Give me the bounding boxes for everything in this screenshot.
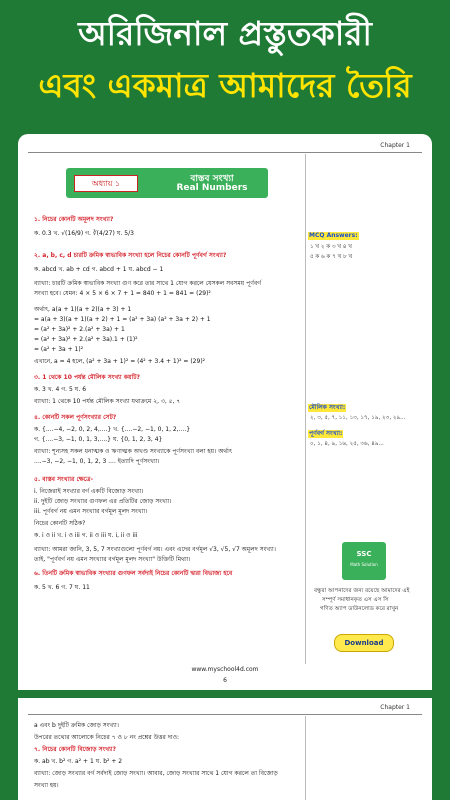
answer-text: ....−3, −2, −1, 0, 1, 2, 3 .... ইত্যাদি পূর্ণসংখ্যা। bbox=[34, 458, 160, 465]
answer-text: ব্যাখ্যা: জোড় সংখ্যার বর্গ সর্বদাই জোড় সংখ্যা। আবার, জোড় সংখ্যার সাথে 1 যোগ করলে তা বিজোড় bbox=[34, 770, 278, 777]
chapter-label: Chapter 1 bbox=[380, 142, 410, 149]
answer-text: অর্থাৎ, a(a + 1)(a + 2)(a + 3) + 1 bbox=[34, 306, 132, 313]
answer-text: তাই, "পূর্ণবর্গ নয় এমন সংখ্যার বর্গমূল মূলদ সংখ্যা" উক্তিটি মিথ্যা। bbox=[34, 556, 191, 563]
question-text: ৬. তিনটি ক্রমিক স্বাভাবিক সংখ্যার গুণফল সর্বদাই নিচের কোনটি দ্বারা বিভাজ্য হবে bbox=[34, 570, 233, 577]
answer-text: ক. 3 খ. 4 গ. 5 ঘ. 6 bbox=[34, 386, 87, 393]
footer-site: www.myschool4d.com bbox=[191, 666, 259, 673]
answer-text: ক. 5 খ. 6 গ. 7 ঘ. 11 bbox=[34, 584, 90, 591]
square-list: ০, ১, ৪, ৯, ১৬, ২৫, ৩৬, ৪৯... bbox=[310, 441, 384, 447]
download-button[interactable]: Download bbox=[334, 634, 394, 652]
question-text: ৩. 1 থেকে 10 পর্যন্ত মৌলিক সংখ্যা কয়টি? bbox=[34, 374, 140, 381]
answer-text: = a(a + 3)(a + 1)(a + 2) + 1 = (a² + 3a) (a² + 3a + 2) + 1 bbox=[34, 316, 211, 323]
mcq-answers-row: ৫ ক ৬ ক ৭ খ ৮ খ bbox=[310, 254, 353, 260]
document-page-1 bbox=[18, 134, 432, 694]
answer-text: ব্যাখ্যা: আমরা জানি, 3, 5, 7 সংখ্যাগুলো পূর্ণবর্গ নয়। এবং এদের বর্গমূল √3, √5, √7 অমূলদ সংখ্যা। bbox=[34, 546, 276, 553]
chapter-label: Chapter 1 bbox=[380, 704, 410, 711]
promo-header bbox=[0, 0, 450, 128]
answer-text: ক. {....−4, −2, 0, 2, 4,....} খ. {....−2, −1, 0, 1, 2,....} bbox=[34, 426, 191, 433]
chapter-title-en: Real Numbers bbox=[176, 183, 248, 193]
answer-text: নিচের কোনটি সঠিক? bbox=[34, 520, 86, 527]
answer-text: = (a² + 3a)² + 2.(a² + 3a).1 + (1)² bbox=[34, 336, 138, 343]
answer-text: iii. পূর্ণবর্গ নয় এমন সংখ্যার বর্গমূল মূলদ সংখ্যা। bbox=[34, 508, 148, 515]
answer-text: ব্যাখ্যা: 1 থেকে 10 পর্যন্ত মৌলিক সংখ্যা যথাক্রমে ২, ৩, ৫, ৭ bbox=[34, 398, 181, 405]
answer-text: a এবং b দুইটি ক্রমিক জোড় সংখ্যা। bbox=[34, 722, 119, 729]
chapter-title-bn: বাস্তব সংখ্যা bbox=[190, 174, 234, 184]
answer-text: ব্যাখ্যা: শূন্যসহ সকল ধনাত্মক ও ঋণাত্মক অখণ্ড সংখ্যাকে পূর্ণসংখ্যা বলা হয়। অর্থাৎ bbox=[34, 448, 233, 455]
prime-heading: মৌলিক সংখ্যা: bbox=[309, 404, 346, 411]
sidebar-column bbox=[308, 154, 422, 664]
chapter-box: অধ্যায় ১ bbox=[74, 175, 138, 192]
ad-text: সম্পূর্ণ সমাধানকৃত এস এস সি bbox=[322, 597, 389, 603]
promo-headline-line1: অরিজিনাল প্রস্তুতকারী bbox=[78, 14, 372, 53]
chapter-banner bbox=[66, 168, 268, 198]
answer-text: সংখ্যা হবে। যেমন: 4 × 5 × 6 × 7 + 1 = 840 + 1 = 841 = (29)² bbox=[34, 290, 211, 297]
square-heading: পূর্ণবর্গ সংখ্যা: bbox=[309, 430, 343, 437]
page-number: 6 bbox=[223, 677, 227, 684]
ssc-app-badge bbox=[342, 542, 386, 580]
question-text: ৭. নিচের কোনটি বিজোড় সংখ্যা? bbox=[34, 746, 117, 753]
answer-text: ক. abcd খ. ab + cd গ. abcd + 1 ঘ. abcd − 1 bbox=[34, 266, 164, 273]
ad-text: গণিত অ্যাপ ডাউনলোড করে রাখুন bbox=[320, 606, 399, 612]
answer-text: ক. 0.3 খ. √(16/9) গ. ∛(4/27) ঘ. 5/3 bbox=[34, 230, 134, 237]
answer-text: এখানে, a = 4 হলে, (a² + 3a + 1)² = (4² + 3.4 + 1)² = (29)² bbox=[34, 358, 206, 365]
main-column bbox=[28, 154, 306, 664]
document-preview[interactable] bbox=[18, 134, 432, 800]
answer-text: = (a² + 3a + 1)² bbox=[34, 346, 84, 353]
answer-text: = (a² + 3a)² + 2.(a² + 3a) + 1 bbox=[34, 326, 125, 333]
question-text: ১. নিচের কোনটি অমূলদ সংখ্যা? bbox=[34, 216, 114, 223]
question-text: ৫. বাস্তব সংখ্যার ক্ষেত্রে- bbox=[34, 476, 94, 483]
document-page-2 bbox=[18, 698, 432, 800]
answer-text: ii. দুইটি জোড় সংখ্যার গুণফল এর প্রতিটির জোড় সংখ্যা। bbox=[34, 498, 172, 505]
answer-text: ক. ab খ. b² গ. a² + 1 ঘ. b² + 2 bbox=[34, 758, 123, 765]
question-text: ২. a, b, c, d চারটি ক্রমিক স্বাভাবিক সংখ্যা হলে নিচের কোনটি পূর্ণবর্গ সংখ্যা? bbox=[34, 252, 227, 259]
mcq-heading: MCQ Answers: bbox=[309, 232, 358, 239]
ad-text: বন্ধুরা আপনাদের জন্য রয়েছে আমাদের এই bbox=[314, 588, 410, 594]
answer-text: গ. {....−3, −1, 0, 1, 3,....} ঘ. {0, 1, 2, 3, 4} bbox=[34, 436, 163, 443]
answer-text: উপরের তথ্যের আলোকে নিচের ৭ ও ৮ নং প্রশ্নের উত্তর দাও: bbox=[34, 734, 180, 741]
mcq-answers-row: ১ খ ২ ক ৩ খ ৪ খ bbox=[310, 244, 352, 250]
answer-text: ব্যাখ্যা: চারটি ক্রমিক স্বাভাবিক সংখ্যা গুণ করে তার সাথে 1 যোগ করলে যেসকল সবসময় পূর্ণবর্গ bbox=[34, 280, 262, 287]
prime-list: ২, ৩, ৫, ৭, ১১, ১৩, ১৭, ১৯, ২৩, ২৯... bbox=[310, 415, 406, 421]
answer-text: i. নিজেরাই সংখ্যার বর্গ একটি বিজোড় সংখ্যা। bbox=[34, 488, 144, 495]
answer-text: ক. i ও ii খ. i ও iii গ. ii ও iii ঘ. i, ii ও iii bbox=[34, 532, 138, 539]
ssc-badge-subtitle: Math Solution bbox=[350, 562, 378, 567]
main-column bbox=[28, 716, 306, 800]
answer-text: সংখ্যা হয়। bbox=[34, 782, 59, 789]
question-text: ৪. কোনটি সকল পূর্ণসংখ্যার সেট? bbox=[34, 414, 117, 421]
page-top-rule bbox=[28, 714, 422, 715]
promo-headline-line2: এবং একমাত্র আমাদের তৈরি bbox=[38, 66, 412, 105]
page-top-rule bbox=[28, 152, 422, 153]
page-separator bbox=[18, 690, 432, 698]
ssc-badge-title: SSC bbox=[356, 550, 372, 558]
